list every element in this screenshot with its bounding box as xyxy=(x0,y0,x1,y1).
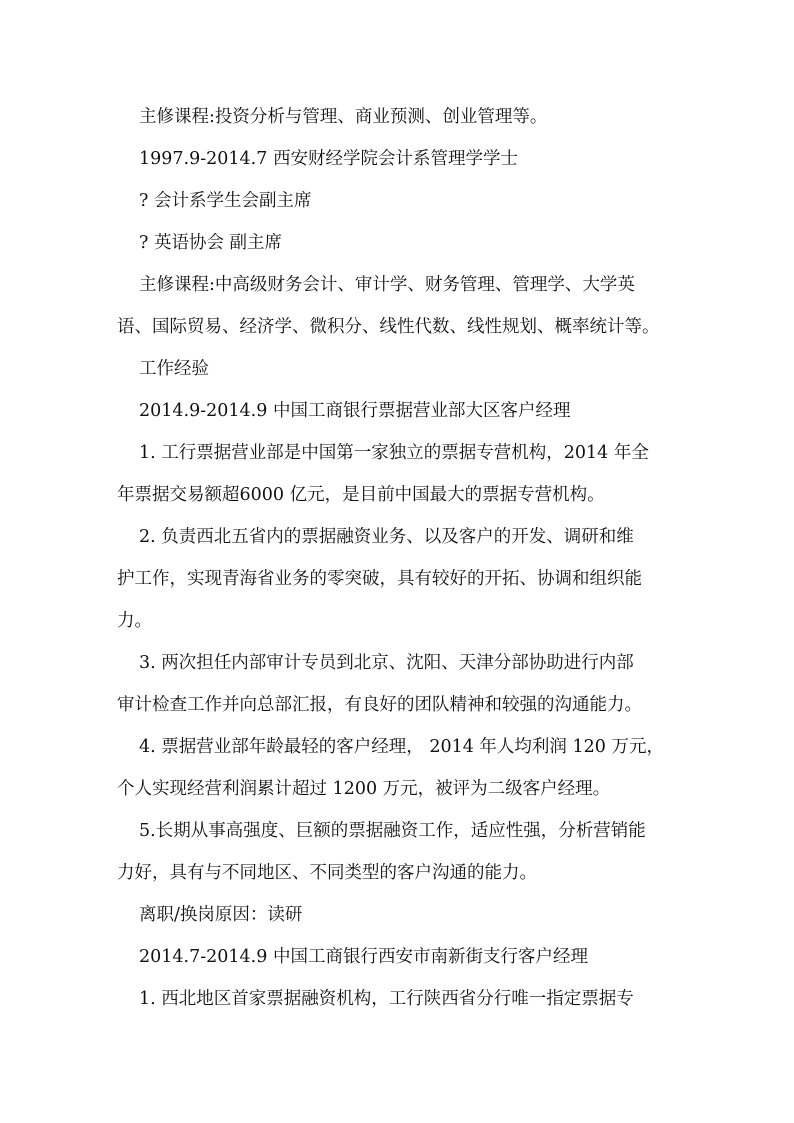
job-1-item-4b: 个人实现经营利润累计超过 1200 万元，被评为二级客户经理。 xyxy=(117,779,611,799)
job-1-item-4a: 4. 票据营业部年龄最轻的客户经理， 2014 年人均利润 120 万元， xyxy=(139,737,664,757)
job-2-item-1a: 1. 西北地区首家票据融资机构，工行陕西省分行唯一指定票据专 xyxy=(139,989,634,1009)
education-entry: 1997.9-2014.7 西安财经学院会计系管理学学士 xyxy=(139,149,518,169)
job-1-item-1b: 年票据交易额超6000 亿元，是目前中国最大的票据专营机构。 xyxy=(117,485,605,505)
job-1-item-1a: 1. 工行票据营业部是中国第一家独立的票据专营机构，2014 年全 xyxy=(139,443,649,463)
job-1-item-2a: 2. 负责西北五省内的票据融资业务、以及客户的开发、调研和维 xyxy=(139,527,634,547)
job-1-item-3b: 审计检查工作并向总部汇报，有良好的团队精神和较强的沟通能力。 xyxy=(117,695,642,715)
job-1-item-5b: 力好，具有与不同地区、不同类型的客户沟通的能力。 xyxy=(117,863,537,883)
job-1-item-2c: 力。 xyxy=(117,611,152,631)
job-entry-1: 2014.9-2014.9 中国工商银行票据营业部大区客户经理 xyxy=(139,401,571,421)
student-union-role: ? 会计系学生会副主席 xyxy=(139,191,312,211)
section-heading-work-experience: 工作经验 xyxy=(139,359,209,379)
course-line-2a: 主修课程:中高级财务会计、审计学、财务管理、管理学、大学英 xyxy=(139,275,635,295)
english-club-role: ? 英语协会 副主席 xyxy=(139,233,283,253)
job-1-item-5a: 5.长期从事高强度、巨额的票据融资工作，适应性强，分析营销能 xyxy=(139,821,646,841)
leaving-reason: 离职/换岗原因：读研 xyxy=(139,905,303,925)
job-1-item-3a: 3. 两次担任内部审计专员到北京、沈阳、天津分部协助进行内部 xyxy=(139,653,634,673)
course-line-2b: 语、国际贸易、经济学、微积分、线性代数、线性规划、概率统计等。 xyxy=(117,317,660,337)
course-line-1: 主修课程:投资分析与管理、商业预测、创业管理等。 xyxy=(139,107,548,127)
job-entry-2: 2014.7-2014.9 中国工商银行西安市南新街支行客户经理 xyxy=(139,947,588,967)
job-1-item-2b: 护工作，实现青海省业务的零突破，具有较好的开拓、协调和组织能 xyxy=(117,569,642,589)
